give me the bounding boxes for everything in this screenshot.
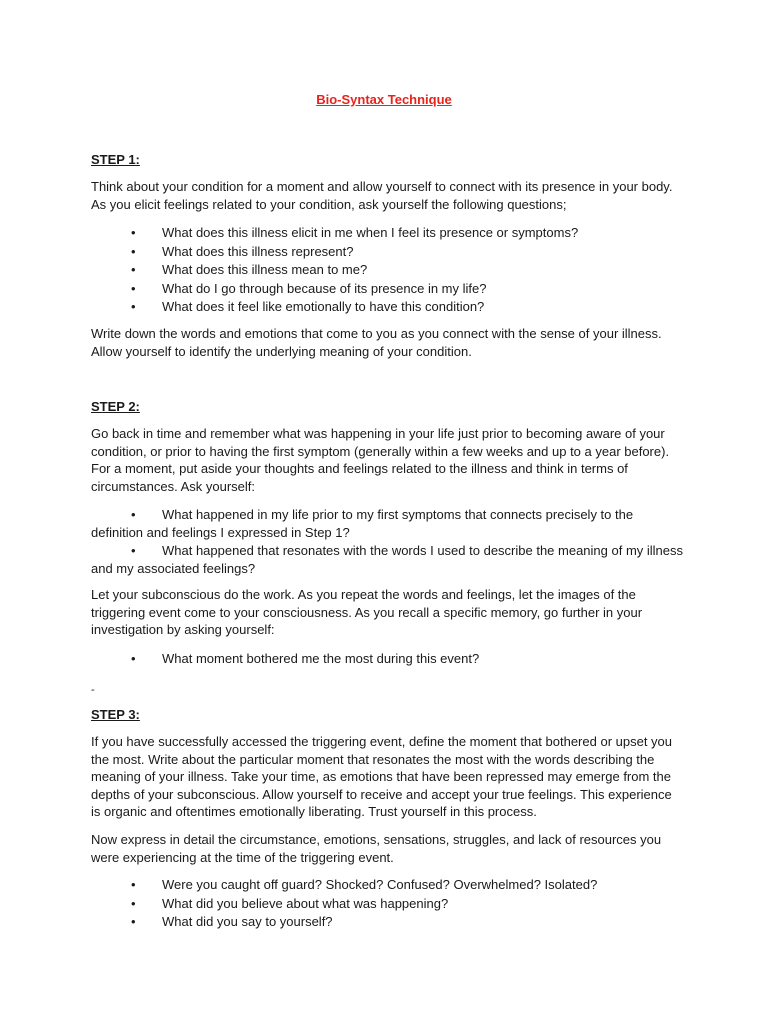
list-item: • What does this illness elicit in me when I feel its presence or symptoms? (131, 224, 681, 243)
list-item: • What does this illness mean to me? (131, 261, 681, 280)
step2-bullet-list (91, 506, 691, 577)
step2-heading: STEP 2: (91, 399, 140, 414)
list-item: • What happened that resonates with the words I used to describe the meaning of my illness and my associated feelings? (91, 543, 684, 576)
bullet-icon: • (131, 243, 136, 259)
bullet-icon: • (131, 877, 136, 892)
bullet-icon: • (131, 262, 136, 277)
bullet-icon: • (131, 914, 136, 929)
bullet-icon: • (131, 225, 136, 240)
step2-intro: Go back in time and remember what was happening in your life just prior to becoming aware of your condition, or prior to having the first symptom (generally within a few weeks and up to a year before). For a moment, put aside your thoughts and feelings related to the illness and think in terms of circumstances. Ask yourself: (91, 426, 670, 494)
step3-heading: STEP 3: (91, 707, 140, 722)
step3-bullet-list (131, 876, 681, 932)
list-item: • What moment bothered me the most during this event? (131, 650, 681, 669)
bullet-icon: • (131, 507, 136, 522)
list-item: • What does it feel like emotionally to have this condition? (131, 298, 681, 317)
bullet-icon: • (131, 651, 136, 666)
list-item: • What do I go through because of its presence in my life? (131, 280, 681, 299)
step2-middle: Let your subconscious do the work. As you repeat the words and feelings, let the images of the triggering event come to your consciousness. As you recall a specific memory, go further in your investigation by asking yourself: (91, 587, 643, 637)
step3-intro: If you have successfully accessed the triggering event, define the moment that bothered or upset you the most. Write about the particular moment that resonates the most with the words describing the meaning of your illness. Take your time, as emotions that have been repressed may emerge from the depths of your subconscious. Allow yourself to receive and accept your true feelings. This experience is organic and oftentimes emotionally liberating. Trust yourself in this process. (91, 734, 673, 819)
document-title: Bio-Syntax Technique (316, 92, 452, 107)
step1-heading: STEP 1: (91, 152, 140, 167)
step1-bullet-list (131, 224, 681, 317)
list-item: • What happened in my life prior to my first symptoms that connects precisely to the definition and feelings I expressed in Step 1? (91, 507, 634, 540)
step2-bullet-list-2 (131, 650, 681, 669)
bullet-icon: • (131, 543, 136, 558)
list-item: • What did you believe about what was happening? (131, 895, 681, 914)
separator-mark: - (91, 684, 95, 696)
list-item: • What does this illness represent? (131, 243, 681, 262)
list-item: • What did you say to yourself? (131, 913, 681, 932)
bullet-icon: • (131, 280, 136, 296)
step1-intro: Think about your condition for a moment and allow yourself to connect with its presence in your body. As you elicit feelings related to your condition, ask yourself the following questions; (91, 179, 673, 212)
list-item: • Were you caught off guard? Shocked? Confused? Overwhelmed? Isolated? (131, 876, 681, 895)
step1-outro: Write down the words and emotions that come to you as you connect with the sense of your illness. Allow yourself to identify the underlying meaning of your condition. (91, 326, 662, 359)
bullet-icon: • (131, 299, 136, 314)
bullet-icon: • (131, 895, 136, 911)
step3-middle: Now express in detail the circumstance, emotions, sensations, struggles, and lack of resources you were experiencing at the time of the triggering event. (91, 832, 662, 865)
